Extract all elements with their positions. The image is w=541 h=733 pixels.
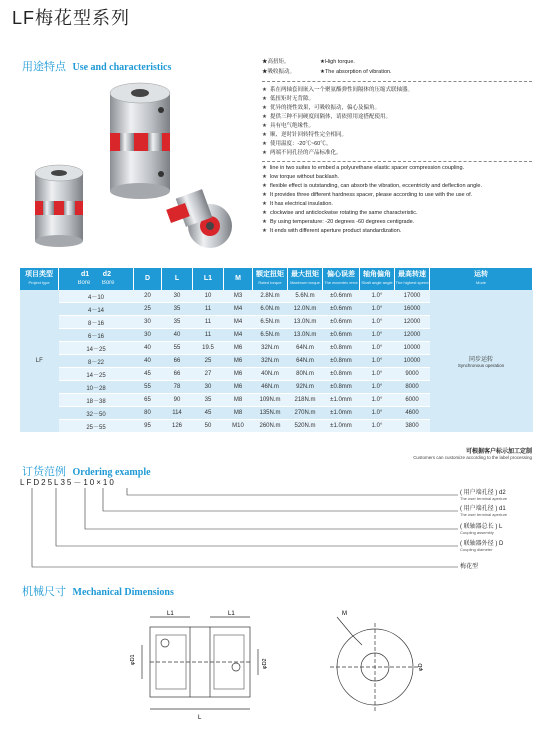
- table-cell: 30: [162, 290, 193, 303]
- table-cell: 80N.m: [288, 368, 323, 381]
- feature-item: ★ It ends with different aperture product standardization.: [262, 228, 402, 234]
- table-cell: 32N.m: [253, 355, 288, 368]
- table-cell: 92N.m: [288, 381, 323, 394]
- feature-item: ★ It has electrical insulation.: [262, 201, 333, 207]
- feature-text: It provides three different hardness spacer, please according to use with the use of.: [269, 192, 473, 198]
- col-header: 额定扭矩 Rated torque: [253, 268, 288, 290]
- table-cell: 64N.m: [288, 342, 323, 355]
- feature-text: By using temperature: -20 degrees -60 degrees centigrade.: [269, 219, 415, 225]
- table-cell: 10000: [395, 355, 430, 368]
- feature-text: 低扭矩时无背隙。: [269, 96, 314, 102]
- feature-item: ★ 系在两轴套间嵌入一个聚氨酯弹性间隔体的压缩式联轴器。: [262, 87, 413, 93]
- table-cell: 6.5N.m: [253, 329, 288, 342]
- table-cell: 126: [162, 420, 193, 433]
- mech-title-en: Mechanical Dimensions: [72, 587, 174, 598]
- table-cell: ±0.6mm: [323, 316, 360, 329]
- table-cell: 64N.m: [288, 355, 323, 368]
- table-cell: 11: [193, 316, 224, 329]
- note-en: Customers can customize according to the label processing: [413, 455, 532, 460]
- table-cell: 13.0N.m: [288, 316, 323, 329]
- mode-cn: 同步运转: [468, 357, 493, 363]
- order-title-en: Ordering example: [72, 467, 151, 478]
- table-cell: 32N.m: [253, 342, 288, 355]
- feature-top-en: High torque.: [324, 59, 355, 65]
- use-title-en: Use and characteristics: [72, 62, 172, 73]
- table-cell: 1.0°: [360, 355, 395, 368]
- table-cell: 1.0°: [360, 316, 395, 329]
- feature-text: line in two suites to embed a polyurethane elastic spacer compression coupling.: [269, 165, 465, 171]
- table-cell: ±0.8mm: [323, 342, 360, 355]
- table-cell: 11: [193, 303, 224, 316]
- table-cell: ±0.6mm: [323, 290, 360, 303]
- order-label-d1: ( 用户端孔径 ) d1 The user terminal aperture: [460, 506, 508, 517]
- table-cell: 25－55: [59, 420, 134, 433]
- feature-item: ★ 低扭矩时无背隙。: [262, 96, 314, 102]
- table-cell: 10000: [395, 342, 430, 355]
- col-header: d1 d2 Bore Bore: [59, 268, 134, 290]
- table-cell: M4: [224, 303, 253, 316]
- feature-text: flexible effect is outstanding, can absorb the vibration, eccentricity and deflection angle.: [269, 183, 483, 189]
- table-cell: ±1.0mm: [323, 420, 360, 433]
- table-cell: ±0.8mm: [323, 381, 360, 394]
- table-cell: 6.0N.m: [253, 303, 288, 316]
- table-cell: 1.0°: [360, 342, 395, 355]
- feature-item: ★ By using temperature: -20 degrees -60 degrees centigrade.: [262, 219, 415, 225]
- feature-text: clockwise and anticlockwise rotating the same characteristic.: [269, 210, 418, 216]
- mode-en: Synchronous operation: [457, 363, 505, 368]
- mech-section-title: [22, 583, 174, 599]
- table-cell: 66: [162, 355, 193, 368]
- feature-text: 系在两轴套间嵌入一个聚氨酯弹性间隔体的压缩式联轴器。: [269, 87, 413, 93]
- feature-text: 两端不同孔径的产品标准化。: [269, 150, 342, 156]
- feature-item: ★ 使用温度：-20℃~60℃。: [262, 141, 332, 147]
- dim-label-d1: φD1: [130, 654, 136, 665]
- table-cell: 520N.m: [288, 420, 323, 433]
- table-cell: 27: [193, 368, 224, 381]
- col-header: 偏心误差 The eccentric error: [323, 268, 360, 290]
- table-cell: M4: [224, 329, 253, 342]
- table-cell: 12.0N.m: [288, 303, 323, 316]
- table-cell: 19.5: [193, 342, 224, 355]
- table-cell: 55: [134, 381, 162, 394]
- feature-top-item: ★吸收振动。 ★The absorption of vibration.: [262, 69, 392, 75]
- table-cell: 13.0N.m: [288, 329, 323, 342]
- table-cell: 260N.m: [253, 420, 288, 433]
- table-cell: 135N.m: [253, 407, 288, 420]
- feature-item: ★ 提供三种不同硬度间隔体，请依照用途搭配使用。: [262, 114, 391, 120]
- table-cell: 1.0°: [360, 420, 395, 433]
- table-cell: M6: [224, 342, 253, 355]
- feature-item: ★ flexible effect is outstanding, can absorb the vibration, eccentricity and deflection angle.: [262, 183, 483, 189]
- dim-label-d: φD: [418, 663, 424, 671]
- table-cell: 45: [134, 368, 162, 381]
- table-cell: M8: [224, 407, 253, 420]
- table-cell: 30: [134, 316, 162, 329]
- table-cell: 4－14: [59, 303, 134, 316]
- col-header: 项目类型 Project type: [20, 268, 59, 290]
- table-cell: M10: [224, 420, 253, 433]
- table-cell: 35: [162, 316, 193, 329]
- table-cell: 45: [193, 407, 224, 420]
- table-cell: 1.0°: [360, 290, 395, 303]
- table-cell: ±0.8mm: [323, 355, 360, 368]
- col-header: M: [224, 268, 253, 290]
- order-label-l: ( 联轴器总长 ) L Coupling assembly: [460, 524, 503, 535]
- table-cell: 50: [193, 420, 224, 433]
- table-cell: 46N.m: [253, 381, 288, 394]
- table-cell: 30: [193, 381, 224, 394]
- table-cell: 4600: [395, 407, 430, 420]
- dim-label-m: M: [342, 611, 347, 617]
- table-cell: 1.0°: [360, 381, 395, 394]
- table-cell: ±0.6mm: [323, 329, 360, 342]
- feature-text: 具有电气绝缘性。: [269, 123, 314, 129]
- table-cell: M4: [224, 316, 253, 329]
- col-header: D: [134, 268, 162, 290]
- feature-item: ★ It provides three different hardness spacer, please according to use with the use of.: [262, 192, 473, 198]
- table-cell: 55: [162, 342, 193, 355]
- col-header: L1: [193, 268, 224, 290]
- table-cell: M8: [224, 394, 253, 407]
- table-cell: 8－22: [59, 355, 134, 368]
- col-header: 最大扭矩 Maximum torque: [288, 268, 323, 290]
- table-cell: 80: [134, 407, 162, 420]
- table-cell: 11: [193, 329, 224, 342]
- table-cell: 32－50: [59, 407, 134, 420]
- feature-item: ★ 两端不同孔径的产品标准化。: [262, 150, 342, 156]
- feature-text: It ends with different aperture product standardization.: [269, 228, 402, 234]
- table-cell: 18－38: [59, 394, 134, 407]
- table-cell: 25: [193, 355, 224, 368]
- order-title-cn: 订货范例: [22, 466, 66, 478]
- table-cell: 109N.m: [253, 394, 288, 407]
- table-cell: 40: [162, 329, 193, 342]
- cell-type: LF: [20, 290, 59, 433]
- table-cell: 20: [134, 290, 162, 303]
- dim-label-l1a: L1: [167, 611, 174, 617]
- feature-top-en: The absorption of vibration.: [324, 69, 392, 75]
- table-cell: 65: [134, 394, 162, 407]
- feature-top-cn: 高扭矩。: [267, 59, 290, 65]
- table-cell: 5.6N.m: [288, 290, 323, 303]
- col-header: L: [162, 268, 193, 290]
- col-header: 最高转速 The highest speed: [395, 268, 430, 290]
- table-cell: 35: [193, 394, 224, 407]
- dim-label-d2: φD2: [262, 658, 268, 669]
- mech-title-cn: 机械尺寸: [22, 586, 66, 598]
- table-cell: 35: [162, 303, 193, 316]
- feature-text: 使用温度：-20℃~60℃。: [269, 141, 332, 147]
- dim-label-l1b: L1: [228, 611, 235, 617]
- table-cell: 90: [162, 394, 193, 407]
- table-cell: ±1.0mm: [323, 394, 360, 407]
- table-cell: 40N.m: [253, 368, 288, 381]
- order-label-d2: ( 用户端孔径 ) d2 The user terminal aperture: [460, 490, 508, 501]
- side-view: [142, 617, 258, 709]
- table-cell: 30: [134, 329, 162, 342]
- col-header: 轴角偏角 Shaft angle angle: [360, 268, 395, 290]
- feature-text: 优异的挠性效果，可吸收振动，偏心及偏角。: [269, 105, 380, 111]
- table-cell: 25: [134, 303, 162, 316]
- table-cell: M3: [224, 290, 253, 303]
- table-cell: M6: [224, 381, 253, 394]
- feature-text: low torque without backlash.: [269, 174, 340, 180]
- table-cell: 66: [162, 368, 193, 381]
- feature-text: 顺、逆时针回转特性完全相同。: [269, 132, 347, 138]
- order-label-d: ( 联轴器外径 ) D Coupling diameter: [460, 541, 504, 552]
- table-cell: 95: [134, 420, 162, 433]
- table-cell: M6: [224, 368, 253, 381]
- feature-text: 提供三种不同硬度间隔体，请依照用途搭配使用。: [269, 114, 391, 120]
- table-cell: ±0.6mm: [323, 303, 360, 316]
- table-cell: 12000: [395, 316, 430, 329]
- feature-top-item: ★高扭矩。 ★High torque.: [262, 59, 355, 65]
- table-cell: 8000: [395, 381, 430, 394]
- table-cell: 9000: [395, 368, 430, 381]
- table-cell: 218N.m: [288, 394, 323, 407]
- feature-text: It has electrical insulation.: [269, 201, 333, 207]
- table-cell: 270N.m: [288, 407, 323, 420]
- table-cell: 6.5N.m: [253, 316, 288, 329]
- mechanical-drawing: [120, 605, 424, 730]
- table-cell: 16000: [395, 303, 430, 316]
- table-cell: 1.0°: [360, 329, 395, 342]
- table-cell: 40: [134, 342, 162, 355]
- table-cell: 1.0°: [360, 303, 395, 316]
- use-title-cn: 用途特点: [22, 61, 66, 73]
- end-view: [330, 617, 420, 711]
- order-code: LFD25L35－10×10: [20, 478, 116, 487]
- table-cell: 6－16: [59, 329, 134, 342]
- order-label-type: 梅花型: [460, 564, 479, 570]
- table-cell: ±1.0mm: [323, 407, 360, 420]
- table-cell: 12000: [395, 329, 430, 342]
- dim-label-l: L: [198, 715, 202, 721]
- table-cell: 2.8N.m: [253, 290, 288, 303]
- table-cell: M6: [224, 355, 253, 368]
- feature-item: ★ 顺、逆时针回转特性完全相同。: [262, 132, 347, 138]
- feature-item: ★ low torque without backlash.: [262, 174, 340, 180]
- table-cell: 1.0°: [360, 394, 395, 407]
- feature-item: ★ 优异的挠性效果，可吸收振动，偏心及偏角。: [262, 105, 380, 111]
- table-cell: 8－16: [59, 316, 134, 329]
- feature-item: ★ 具有电气绝缘性。: [262, 123, 314, 129]
- feature-top-cn: 吸收振动。: [267, 69, 296, 75]
- note-cn: 可根据客户标示加工定制: [465, 449, 532, 455]
- col-header: 运转 Mode: [430, 268, 533, 290]
- table-cell: 1.0°: [360, 407, 395, 420]
- table-cell: 10－28: [59, 381, 134, 394]
- feature-item: ★ line in two suites to embed a polyurethane elastic spacer compression coupling.: [262, 165, 465, 171]
- page-title: LF梅花型系列: [12, 8, 131, 28]
- table-cell: 14－25: [59, 368, 134, 381]
- table-cell: ±0.8mm: [323, 368, 360, 381]
- feature-item: ★ clockwise and anticlockwise rotating the same characteristic.: [262, 210, 418, 216]
- table-cell: 114: [162, 407, 193, 420]
- table-cell: 6000: [395, 394, 430, 407]
- table-cell: 17000: [395, 290, 430, 303]
- table-cell: 4－10: [59, 290, 134, 303]
- table-cell: 78: [162, 381, 193, 394]
- table-cell: 3800: [395, 420, 430, 433]
- table-cell: 1.0°: [360, 368, 395, 381]
- table-cell: 14－25: [59, 342, 134, 355]
- table-cell: 40: [134, 355, 162, 368]
- table-cell: 10: [193, 290, 224, 303]
